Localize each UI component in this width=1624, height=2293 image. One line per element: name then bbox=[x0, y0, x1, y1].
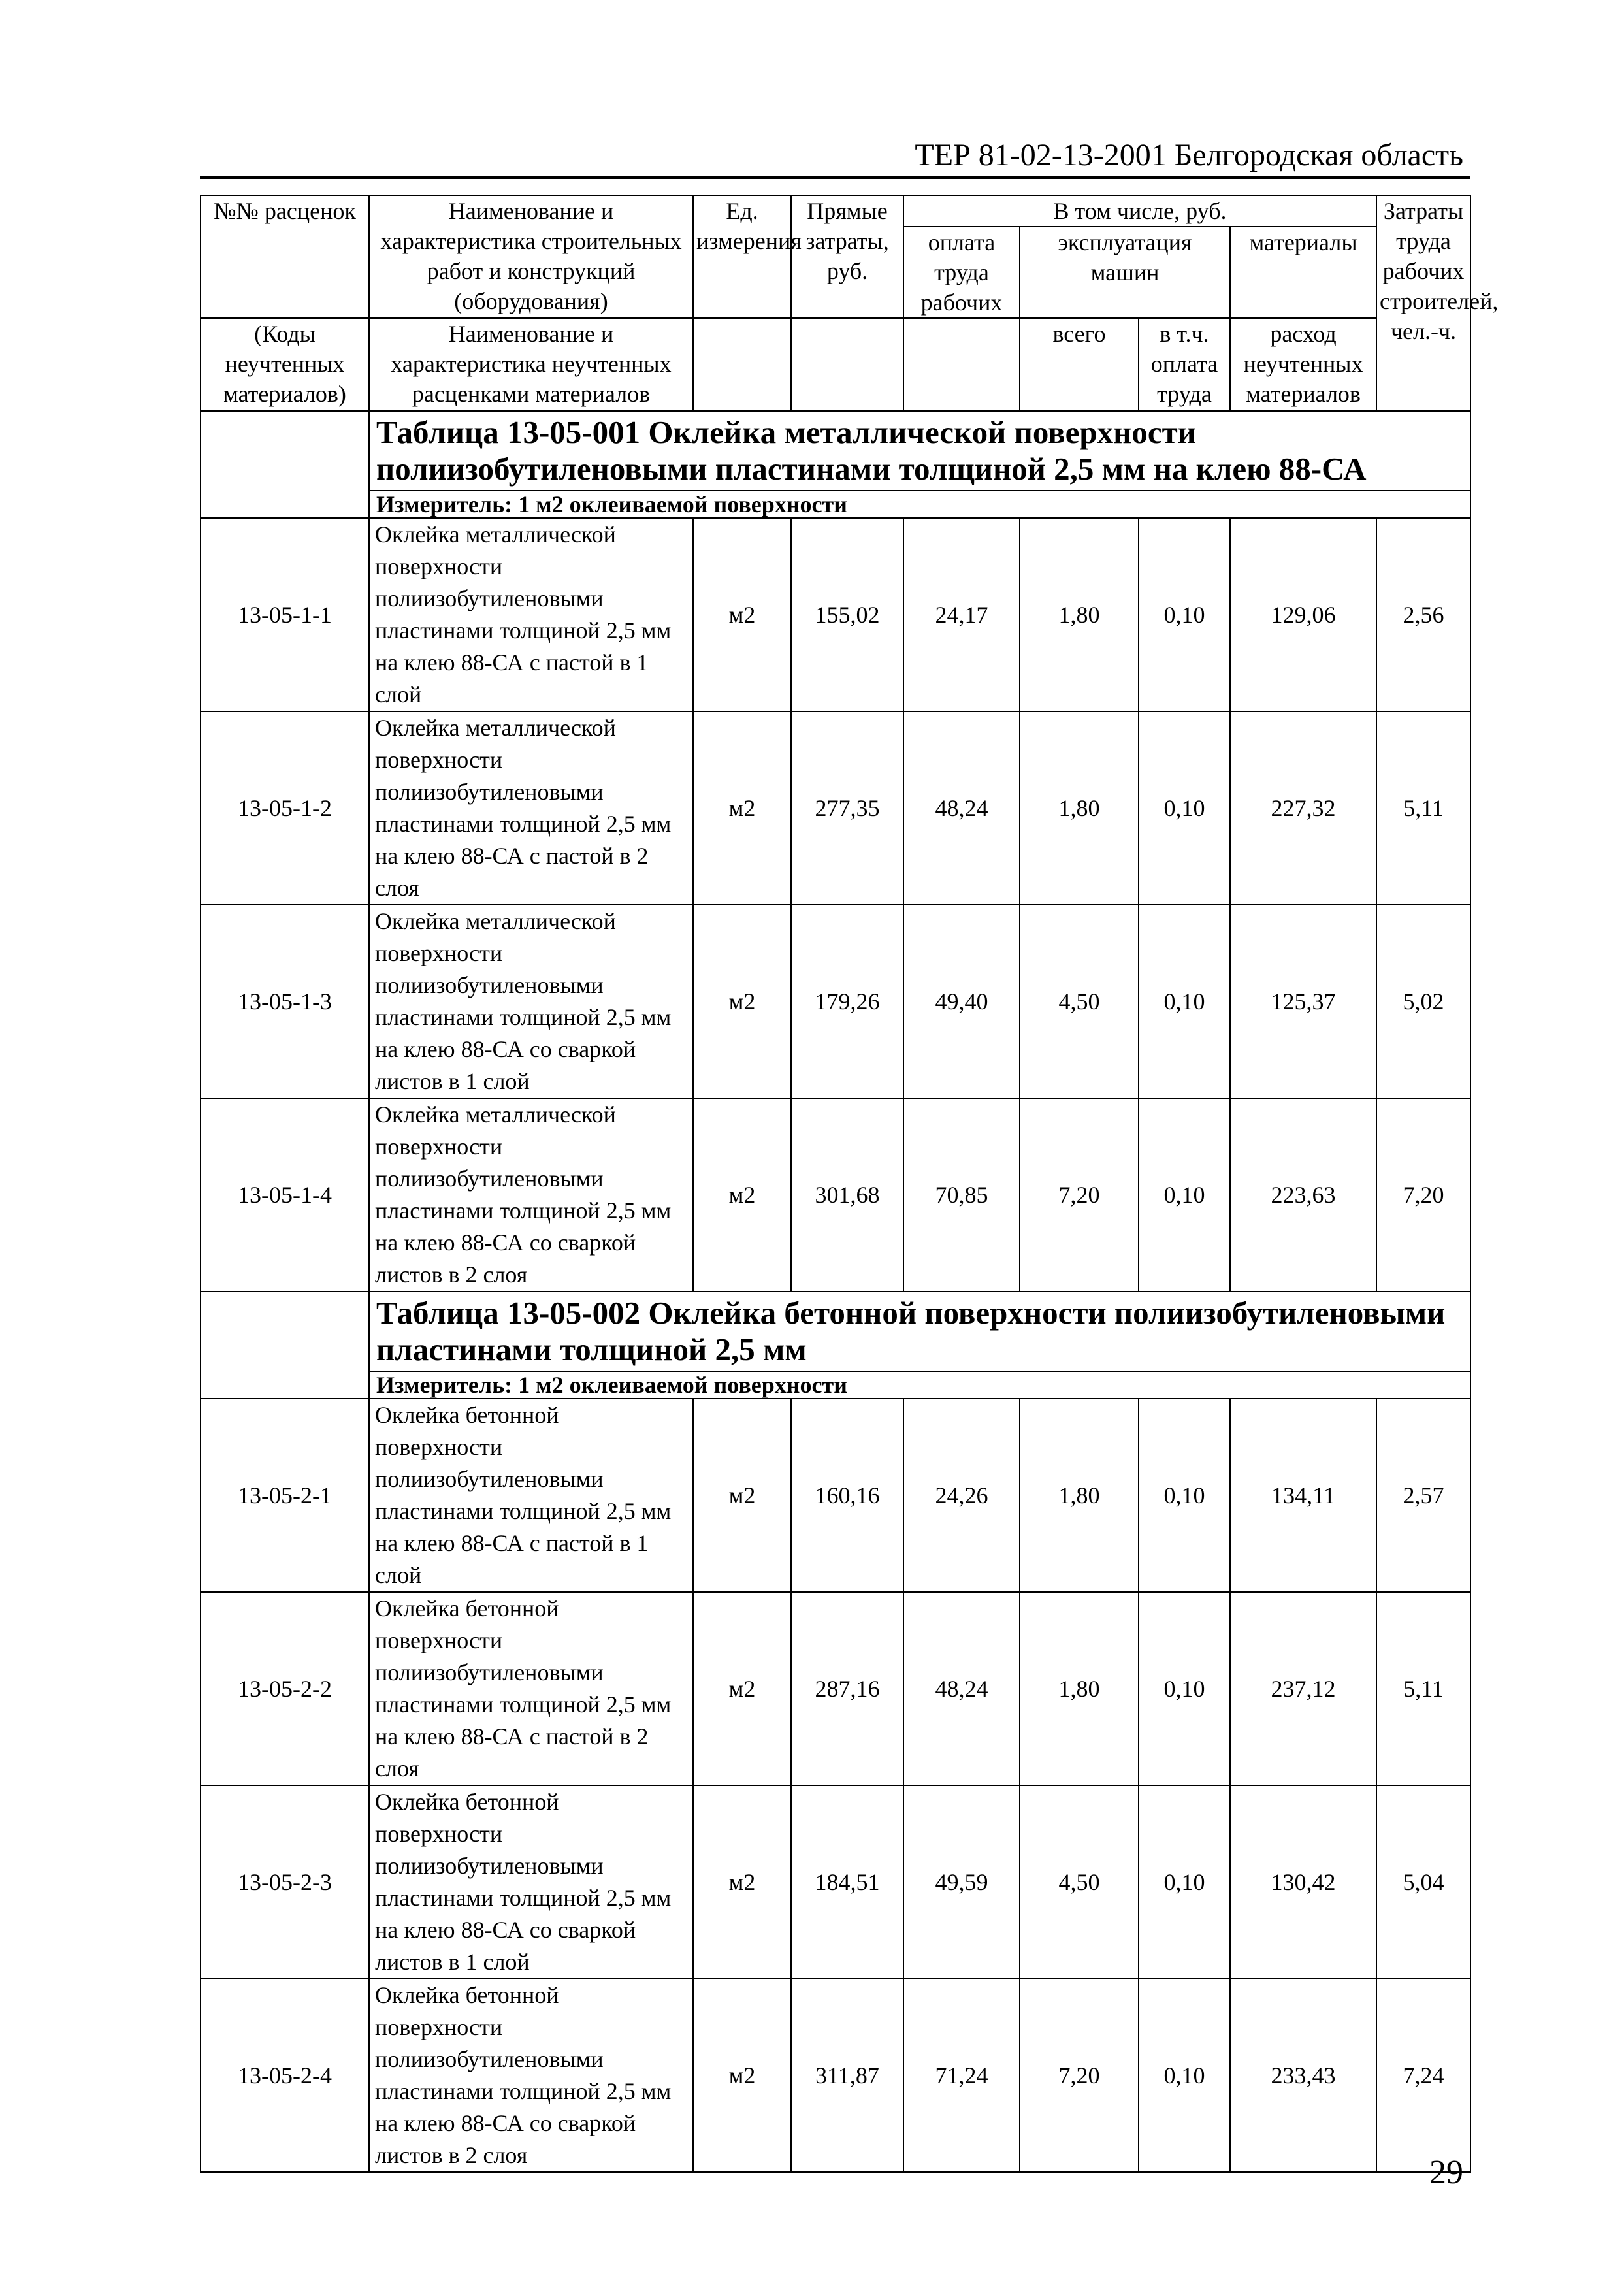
table-meter-row bbox=[201, 491, 1470, 518]
table-row bbox=[201, 1098, 1470, 1292]
direct-costs: 301,68 bbox=[791, 1098, 903, 1292]
table-title-row bbox=[201, 411, 1470, 491]
rate-code: 13-05-1-4 bbox=[201, 1098, 369, 1292]
table-row bbox=[201, 711, 1470, 905]
work-description: Оклейка бетонной поверхности полиизобутиленовыми пластинами толщиной 2,5 мм на клею 88-СА с пастой в 2 слоя bbox=[369, 1592, 693, 1785]
col-header-labor-costs: Затраты труда рабочих строителей, чел.-ч. bbox=[1376, 195, 1470, 411]
table-row bbox=[201, 1592, 1470, 1785]
machines-total: 4,50 bbox=[1020, 905, 1139, 1098]
col-header-code: №№ расценок bbox=[201, 195, 369, 318]
table-title-code-cell bbox=[201, 411, 369, 518]
materials: 129,06 bbox=[1230, 518, 1376, 711]
unit: м2 bbox=[693, 1399, 791, 1592]
labor-pay: 70,85 bbox=[903, 1098, 1020, 1292]
rates-table bbox=[200, 195, 1499, 2173]
direct-costs: 287,16 bbox=[791, 1592, 903, 1785]
materials: 134,11 bbox=[1230, 1399, 1376, 1592]
labor-costs: 5,02 bbox=[1376, 905, 1470, 1098]
table-row bbox=[201, 518, 1470, 711]
direct-costs: 277,35 bbox=[791, 711, 903, 905]
materials: 125,37 bbox=[1230, 905, 1376, 1098]
labor-pay: 24,26 bbox=[903, 1399, 1020, 1592]
unit: м2 bbox=[693, 1979, 791, 2172]
work-description: Оклейка металлической поверхности полиизобутиленовыми пластинами толщиной 2,5 мм на клею 88-СА со сваркой листов в 2 слоя bbox=[369, 1098, 693, 1292]
machines-labor: 0,10 bbox=[1139, 711, 1230, 905]
table-title: Таблица 13-05-001 Оклейка металлической поверхности полиизобутиленовыми пластинами толщиной 2,5 мм на клею 88-СА bbox=[369, 411, 1470, 491]
machines-labor: 0,10 bbox=[1139, 1098, 1230, 1292]
col-subheader-code: (Коды неучтенных материалов) bbox=[201, 318, 369, 411]
materials: 223,63 bbox=[1230, 1098, 1376, 1292]
machines-total: 7,20 bbox=[1020, 1979, 1139, 2172]
machines-total: 7,20 bbox=[1020, 1098, 1139, 1292]
direct-costs: 311,87 bbox=[791, 1979, 903, 2172]
labor-pay: 48,24 bbox=[903, 1592, 1020, 1785]
direct-costs: 155,02 bbox=[791, 518, 903, 711]
unit: м2 bbox=[693, 711, 791, 905]
direct-costs: 184,51 bbox=[791, 1785, 903, 1979]
unit: м2 bbox=[693, 518, 791, 711]
machines-total: 1,80 bbox=[1020, 711, 1139, 905]
labor-costs: 5,04 bbox=[1376, 1785, 1470, 1979]
labor-costs: 5,11 bbox=[1376, 1592, 1470, 1785]
col-subheader-name: Наименование и характеристика неучтенных расценками материалов bbox=[369, 318, 693, 411]
direct-costs: 179,26 bbox=[791, 905, 903, 1098]
machines-total: 1,80 bbox=[1020, 518, 1139, 711]
machines-total: 4,50 bbox=[1020, 1785, 1139, 1979]
col-header-including: В том числе, руб. bbox=[903, 195, 1376, 227]
unit: м2 bbox=[693, 1098, 791, 1292]
unit: м2 bbox=[693, 1785, 791, 1979]
col-subheader-labor-empty bbox=[903, 318, 1020, 411]
labor-pay: 49,59 bbox=[903, 1785, 1020, 1979]
machines-total: 1,80 bbox=[1020, 1592, 1139, 1785]
work-description: Оклейка металлической поверхности полиизобутиленовыми пластинами толщиной 2,5 мм на клею 88-СА со сваркой листов в 1 слой bbox=[369, 905, 693, 1098]
machines-labor: 0,10 bbox=[1139, 518, 1230, 711]
col-subheader-unit-empty bbox=[693, 318, 791, 411]
col-header-name: Наименование и характеристика строительных работ и конструкций (оборудования) bbox=[369, 195, 693, 318]
col-header-direct: Прямые затраты, руб. bbox=[791, 195, 903, 318]
labor-costs: 2,56 bbox=[1376, 518, 1470, 711]
unit: м2 bbox=[693, 1592, 791, 1785]
rate-code: 13-05-1-1 bbox=[201, 518, 369, 711]
table-title: Таблица 13-05-002 Оклейка бетонной поверхности полиизобутиленовыми пластинами толщиной 2,5 мм bbox=[369, 1292, 1470, 1371]
machines-labor: 0,10 bbox=[1139, 905, 1230, 1098]
table-title-row bbox=[201, 1292, 1470, 1371]
machines-labor: 0,10 bbox=[1139, 1399, 1230, 1592]
labor-costs: 7,20 bbox=[1376, 1098, 1470, 1292]
col-header-machines: эксплуатация машин bbox=[1020, 227, 1230, 318]
col-header-materials: материалы bbox=[1230, 227, 1376, 318]
unit: м2 bbox=[693, 905, 791, 1098]
col-subheader-machines-total: всего bbox=[1020, 318, 1139, 411]
work-description: Оклейка бетонной поверхности полиизобутиленовыми пластинами толщиной 2,5 мм на клею 88-СА со сваркой листов в 2 слоя bbox=[369, 1979, 693, 2172]
labor-pay: 71,24 bbox=[903, 1979, 1020, 2172]
direct-costs: 160,16 bbox=[791, 1399, 903, 1592]
table-row bbox=[201, 1785, 1470, 1979]
materials: 130,42 bbox=[1230, 1785, 1376, 1979]
labor-costs: 2,57 bbox=[1376, 1399, 1470, 1592]
page-header-title: ТЕР 81-02-13-2001 Белгородская область bbox=[915, 138, 1463, 172]
work-description: Оклейка бетонной поверхности полиизобутиленовыми пластинами толщиной 2,5 мм на клею 88-СА с пастой в 1 слой bbox=[369, 1399, 693, 1592]
machines-labor: 0,10 bbox=[1139, 1592, 1230, 1785]
rate-code: 13-05-2-1 bbox=[201, 1399, 369, 1592]
rate-code: 13-05-2-2 bbox=[201, 1592, 369, 1785]
col-subheader-mat-unaccounted: расход неучтенных материалов bbox=[1230, 318, 1376, 411]
rate-code: 13-05-1-3 bbox=[201, 905, 369, 1098]
work-description: Оклейка металлической поверхности полиизобутиленовыми пластинами толщиной 2,5 мм на клею 88-СА с пастой в 2 слоя bbox=[369, 711, 693, 905]
table-row bbox=[201, 905, 1470, 1098]
table-row bbox=[201, 1979, 1470, 2172]
machines-total: 1,80 bbox=[1020, 1399, 1139, 1592]
col-subheader-machines-incl: в т.ч. оплата труда bbox=[1139, 318, 1230, 411]
table-meter: Измеритель: 1 м2 оклеиваемой поверхности bbox=[369, 491, 1470, 518]
rate-code: 13-05-1-2 bbox=[201, 711, 369, 905]
labor-pay: 49,40 bbox=[903, 905, 1020, 1098]
table-meter: Измеритель: 1 м2 оклеиваемой поверхности bbox=[369, 1371, 1470, 1399]
machines-labor: 0,10 bbox=[1139, 1979, 1230, 2172]
table-row bbox=[201, 1399, 1470, 1592]
table-title-code-cell bbox=[201, 1292, 369, 1399]
labor-pay: 48,24 bbox=[903, 711, 1020, 905]
materials: 237,12 bbox=[1230, 1592, 1376, 1785]
machines-labor: 0,10 bbox=[1139, 1785, 1230, 1979]
page-number: 29 bbox=[1429, 2154, 1463, 2191]
rate-code: 13-05-2-4 bbox=[201, 1979, 369, 2172]
header-rule bbox=[200, 176, 1470, 179]
materials: 233,43 bbox=[1230, 1979, 1376, 2172]
labor-costs: 7,24 bbox=[1376, 1979, 1470, 2172]
materials: 227,32 bbox=[1230, 711, 1376, 905]
col-header-labor-pay: оплата труда рабочих bbox=[903, 227, 1020, 318]
col-subheader-direct-empty bbox=[791, 318, 903, 411]
rate-code: 13-05-2-3 bbox=[201, 1785, 369, 1979]
work-description: Оклейка бетонной поверхности полиизобутиленовыми пластинами толщиной 2,5 мм на клею 88-СА со сваркой листов в 1 слой bbox=[369, 1785, 693, 1979]
table-meter-row bbox=[201, 1371, 1470, 1399]
work-description: Оклейка металлической поверхности полиизобутиленовыми пластинами толщиной 2,5 мм на клею 88-СА с пастой в 1 слой bbox=[369, 518, 693, 711]
col-header-unit: Ед. измерения bbox=[693, 195, 791, 318]
labor-costs: 5,11 bbox=[1376, 711, 1470, 905]
labor-pay: 24,17 bbox=[903, 518, 1020, 711]
